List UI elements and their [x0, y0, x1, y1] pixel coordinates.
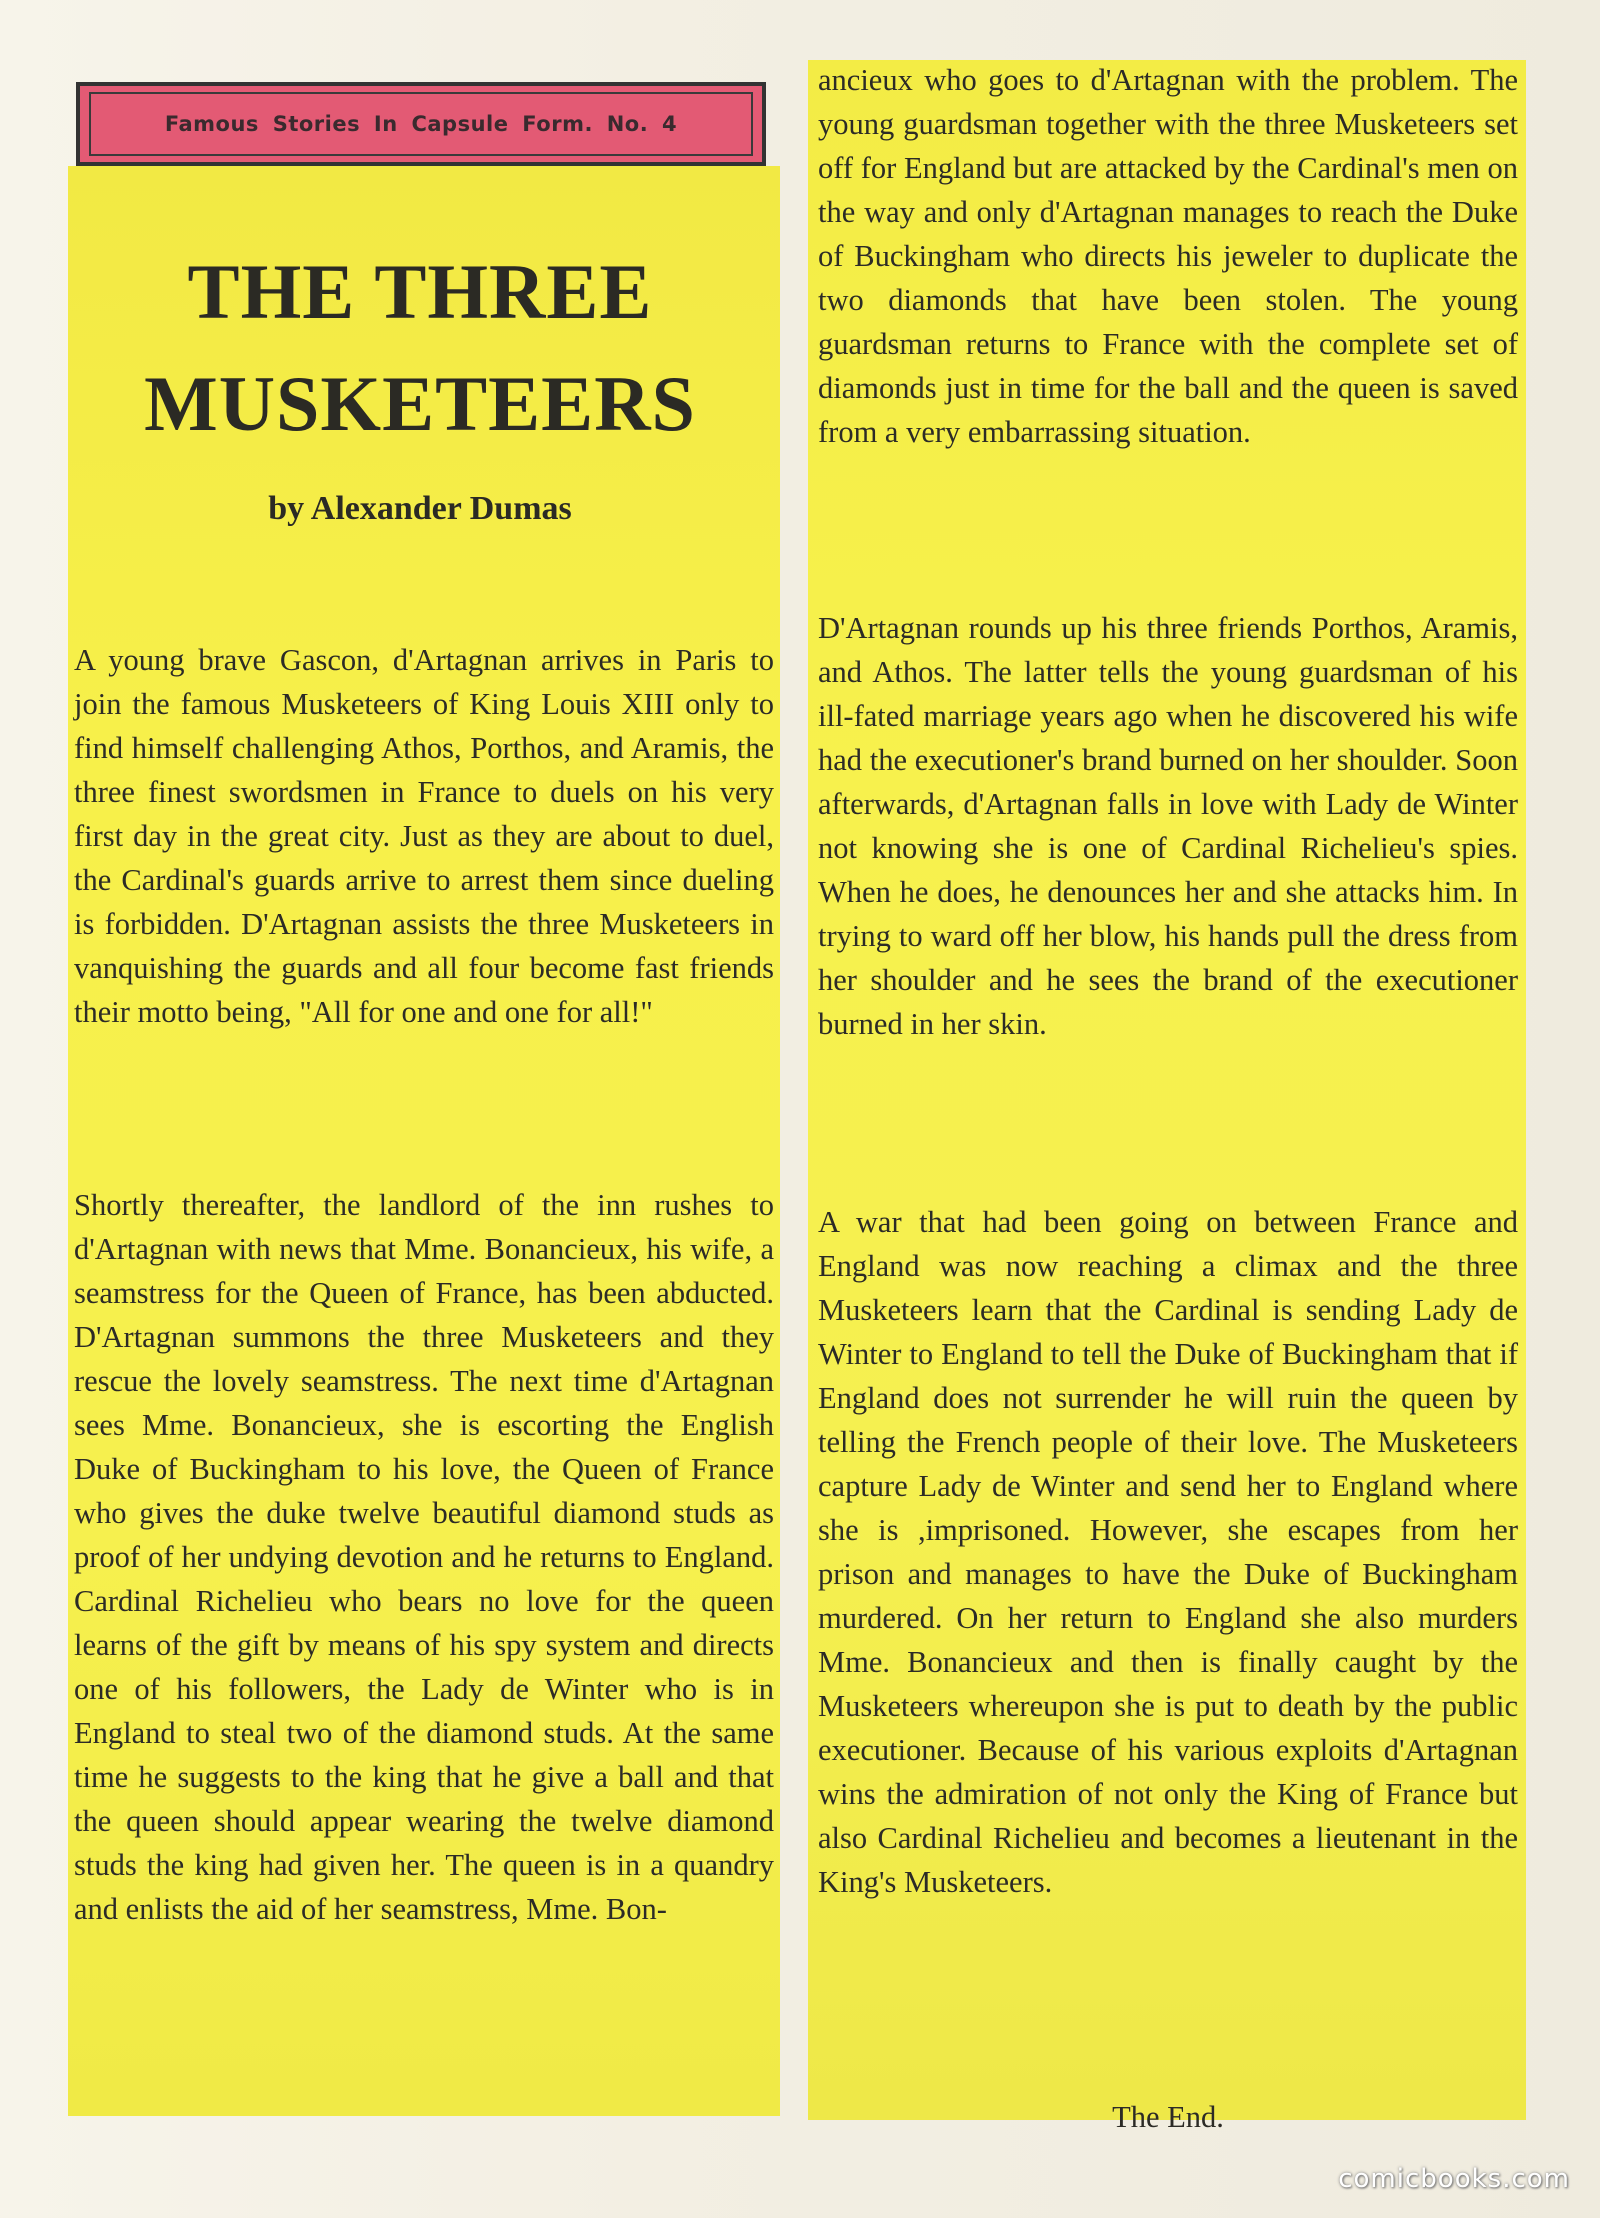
paragraph-2: Shortly thereafter, the landlord of the inn rushes to d'Artagnan with news that Mme. Bonancieux, his wife, a seamstress for the Queen of France, has been abducted. D'Artagnan summons the three Musketeers and they rescue the lovely seamstress. The next time d'Artagnan sees Mme. Bonancieux, she is escorting the English Duke of Buckingham to his love, the Queen of France who gives the duke twelve beautiful diamond studs as proof of her undying devotion and he returns to England. Cardinal Richelieu who bears no love for the queen learns of the gift by means of his spy system and directs one of his followers, the Lady de Winter who is in England to steal two of the diamond studs. At the same time he suggests to the king that he give a ball and that the queen should appear wearing the twelve diamond studs the king had given her. The queen is in a quandry and enlists the aid of her seamstress, Mme. Bon-	[74, 1188, 774, 1926]
paragraph-4: D'Artagnan rounds up his three friends Porthos, Aramis, and Athos. The latter tells the young guardsman of his ill-fated marriage years ago when he discovered his wife had the executioner's brand burned on her shoulder. Soon afterwards, d'Artagnan falls in love with Lady de Winter not knowing she is one of Cardinal Richelieu's spies. When he does, he denounces her and she attacks him. In trying to ward off her blow, his hands pull the dress from her shoulder and he sees the brand of the executioner burned in her skin.	[818, 611, 1518, 1041]
paragraph-1: A young brave Gascon, d'Artagnan arrives in Paris to join the famous Musketeers of King Louis XIII only to find himself challenging Athos, Porthos, and Aramis, the three finest swordsmen in France to duels on his very first day in the great city. Just as they are about to duel, the Cardinal's guards arrive to arrest them since dueling is forbidden. D'Artagnan assists the three Musketeers in vanquishing the guards and all four become fast friends their motto being, "All for one and one for all!"	[74, 643, 774, 1029]
story-title	[80, 236, 760, 460]
paragraph-3: ancieux who goes to d'Artagnan with the problem. The young guardsman together with the three Musketeers set off for England but are attacked by the Cardinal's men on the way and only d'Artagnan manages to reach the Duke of Buckingham who directs his jeweler to duplicate the two diamonds that have been stolen. The young guardsman returns to France with the complete set of diamonds just in time for the ball and the queen is saved from a very embarrassing situation.	[818, 63, 1518, 449]
story-author: by Alexander Dumas	[268, 490, 572, 527]
series-banner-label: Famous Stories In Capsule Form. No. 4	[89, 92, 753, 156]
story-title-line-2: MUSKETEERS	[144, 360, 696, 447]
site-watermark: comicbooks.com	[1338, 2164, 1570, 2194]
story-title-line-1: THE THREE	[187, 248, 653, 335]
paragraph-5: A war that had been going on between France and England was now reaching a climax and the three Musketeers learn that the Cardinal is sending Lady de Winter to England to tell the Duke of Buckingham that if England does not surrender he will ruin the queen by telling the French people of their love. The Musketeers capture Lady de Winter and send her to England where she is ,imprisoned. However, she escapes from her prison and manages to have the Duke of Buckingham murdered. On her return to England she also murders Mme. Bonancieux and then is finally caught by the Musketeers whereupon she is put to death by the public executioner. Because of his various exploits d'Artagnan wins the admiration of not only the King of France but also Cardinal Richelieu and becomes a lieutenant in the King's Musketeers.	[818, 1205, 1518, 1899]
series-banner	[76, 82, 766, 166]
story-ending: The End.	[1112, 2100, 1224, 2134]
